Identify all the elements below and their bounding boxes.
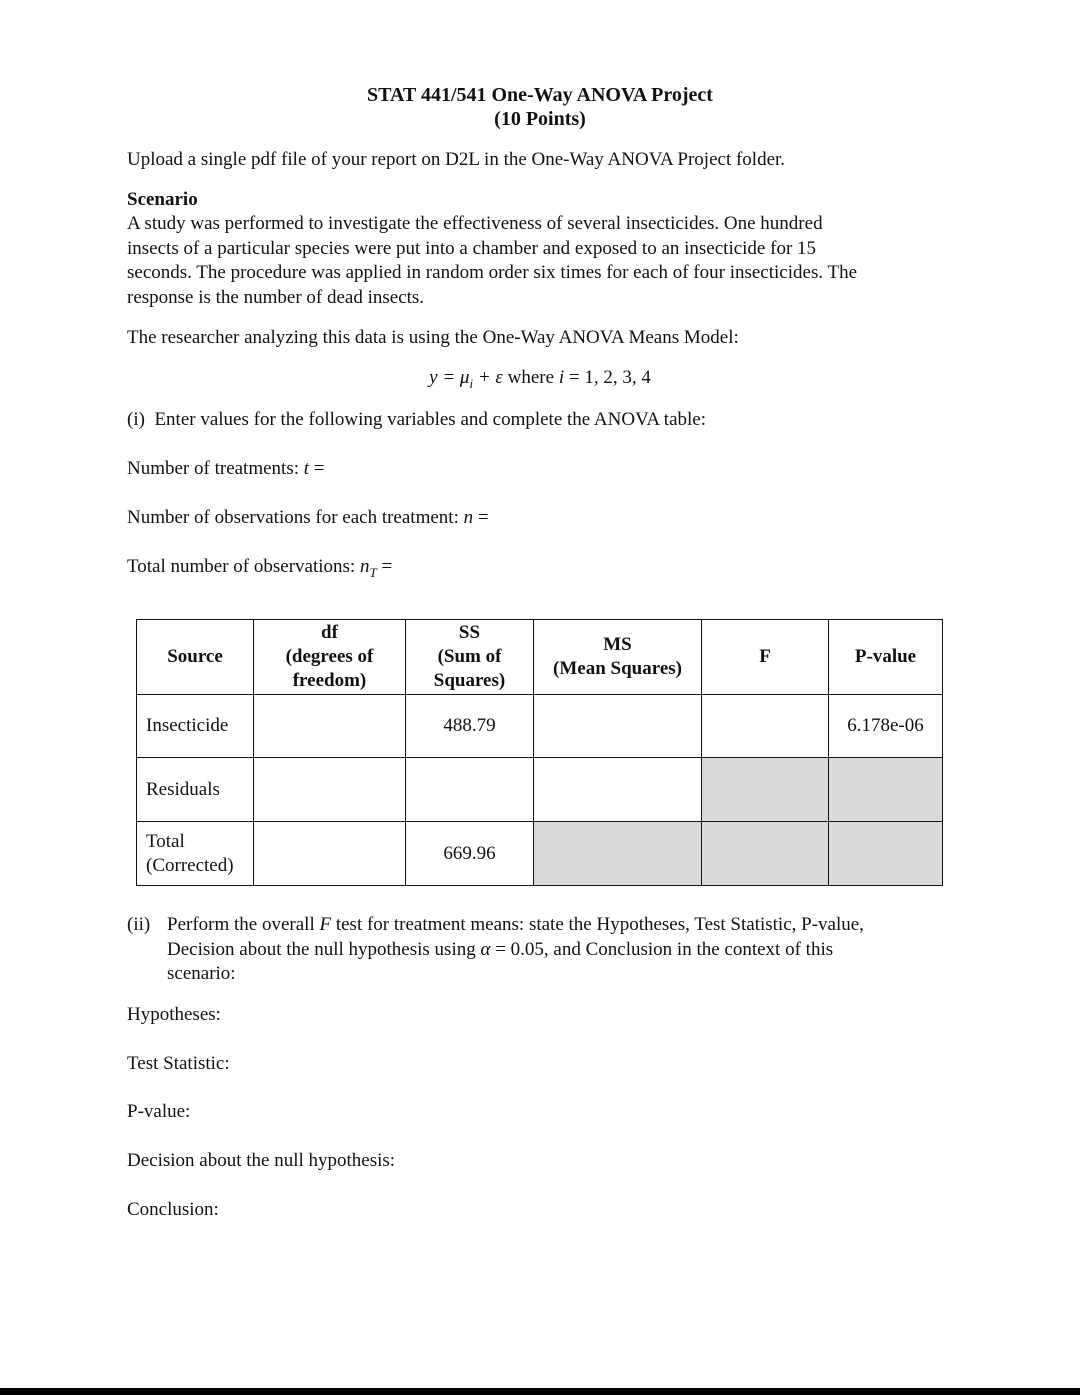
observations-symbol: n [463, 507, 474, 528]
equation-lhs: y = μ [429, 367, 470, 388]
page-bottom-edge [0, 1388, 1080, 1395]
equation-index: i [558, 367, 565, 388]
total-ms-shaded [534, 822, 702, 886]
treatments-label: Number of treatments: [127, 458, 304, 479]
equation-subscript: i [469, 375, 474, 391]
insecticide-ms-cell[interactable] [534, 695, 702, 758]
insecticide-source: Insecticide [137, 695, 254, 758]
total-source-line-2: (Corrected) [146, 854, 234, 876]
anova-row-total [137, 822, 943, 886]
observations-label: Number of observations for each treatment: [127, 507, 464, 528]
scenario-line-3: seconds. The procedure was applied in random order six times for each of four insecticides. The [127, 262, 858, 283]
test-statistic-label: Test Statistic: [127, 1053, 230, 1074]
model-equation [0, 367, 1080, 392]
insecticide-f-cell[interactable] [702, 695, 829, 758]
document-title: STAT 441/541 One-Way ANOVA Project [367, 84, 713, 106]
part-i-label: (i) [127, 409, 145, 430]
part-i-text: Enter values for the following variables and complete the ANOVA table: [154, 409, 706, 430]
part-ii-f-symbol: F [319, 914, 332, 935]
total-observations-equals: = [376, 556, 393, 577]
residuals-f-shaded [702, 758, 829, 822]
total-observations-subscript: T [369, 564, 377, 580]
upload-instructions: Upload a single pdf file of your report on D2L in the One-Way ANOVA Project folder. [127, 149, 786, 170]
hypotheses-label: Hypotheses: [127, 1004, 221, 1025]
anova-table [136, 619, 943, 886]
header-source: Source [137, 620, 254, 695]
residuals-source: Residuals [137, 758, 254, 822]
total-observations-label: Total number of observations: [127, 556, 360, 577]
residuals-pvalue-shaded [829, 758, 943, 822]
header-df [254, 620, 406, 695]
header-pvalue: P-value [829, 620, 943, 695]
scenario-line-4: response is the number of dead insects. [127, 286, 425, 308]
header-df-line-3: freedom) [292, 670, 367, 691]
equation-where: where [502, 367, 559, 388]
header-ss-line-3: Squares) [433, 670, 506, 691]
equation-values: = 1, 2, 3, 4 [564, 367, 651, 388]
part-ii-line-1-a: Perform the overall [167, 914, 320, 935]
observations-field [127, 506, 489, 531]
decision-label: Decision about the null hypothesis: [127, 1150, 396, 1171]
total-observations-symbol: n [359, 556, 370, 577]
points-label: (10 Points) [494, 108, 586, 130]
part-ii-line-2-a: Decision about the null hypothesis using [167, 938, 481, 960]
pvalue-label: P-value: [127, 1101, 191, 1122]
part-ii-line-1-b: test for treatment means: state the Hypotheses, Test Statistic, P-value, [331, 914, 864, 935]
anova-row-residuals [137, 758, 943, 822]
part-ii-line-1 [167, 913, 957, 938]
total-pvalue-shaded [829, 822, 943, 886]
header-ms-line-1: MS [603, 634, 632, 655]
part-ii-line-2 [167, 938, 957, 963]
part-ii-text [167, 913, 957, 987]
part-i-prompt [127, 408, 706, 433]
header-ss-line-2: (Sum of [437, 646, 502, 667]
scenario-heading: Scenario [127, 189, 198, 210]
treatments-field [127, 457, 325, 482]
total-observations-field [127, 555, 392, 585]
insecticide-ss-cell: 488.79 [406, 695, 534, 758]
part-ii-line-3: scenario: [167, 963, 236, 984]
equation-error: + ε [473, 367, 503, 388]
total-f-shaded [702, 822, 829, 886]
header-ss [406, 620, 534, 695]
residuals-ss-cell[interactable] [406, 758, 534, 822]
anova-row-insecticide [137, 695, 943, 758]
header-ms [534, 620, 702, 695]
header-df-line-1: df [321, 622, 338, 643]
header-ms-line-2: (Mean Squares) [553, 658, 682, 679]
part-ii-alpha-symbol: α [480, 938, 491, 960]
header-ss-line-1: SS [458, 622, 481, 643]
total-df-cell[interactable] [254, 822, 406, 886]
model-intro: The researcher analyzing this data is using the One-Way ANOVA Means Model: [127, 327, 739, 348]
conclusion-label: Conclusion: [127, 1199, 219, 1220]
part-ii-line-2-b: = 0.05, and Conclusion in the context of this [490, 938, 834, 960]
treatments-equals: = [309, 458, 325, 479]
residuals-ms-cell[interactable] [534, 758, 702, 822]
header-f: F [702, 620, 829, 695]
part-ii-label: (ii) [127, 914, 151, 935]
observations-equals: = [473, 507, 489, 528]
insecticide-df-cell[interactable] [254, 695, 406, 758]
scenario-line-2: insects of a particular species were put into a chamber and exposed to an insecticide for 15 [127, 237, 817, 259]
header-df-line-2: (degrees of [285, 646, 374, 667]
part-ii-prompt [127, 913, 957, 987]
total-source [137, 822, 254, 886]
total-ss-cell: 669.96 [406, 822, 534, 886]
anova-header-row [137, 620, 943, 695]
total-source-line-1: Total [146, 830, 185, 852]
treatments-symbol: t [303, 458, 310, 479]
residuals-df-cell[interactable] [254, 758, 406, 822]
scenario-line-1: A study was performed to investigate the effectiveness of several insecticides. One hundred [127, 213, 823, 234]
insecticide-pvalue-cell: 6.178e-06 [829, 695, 943, 758]
